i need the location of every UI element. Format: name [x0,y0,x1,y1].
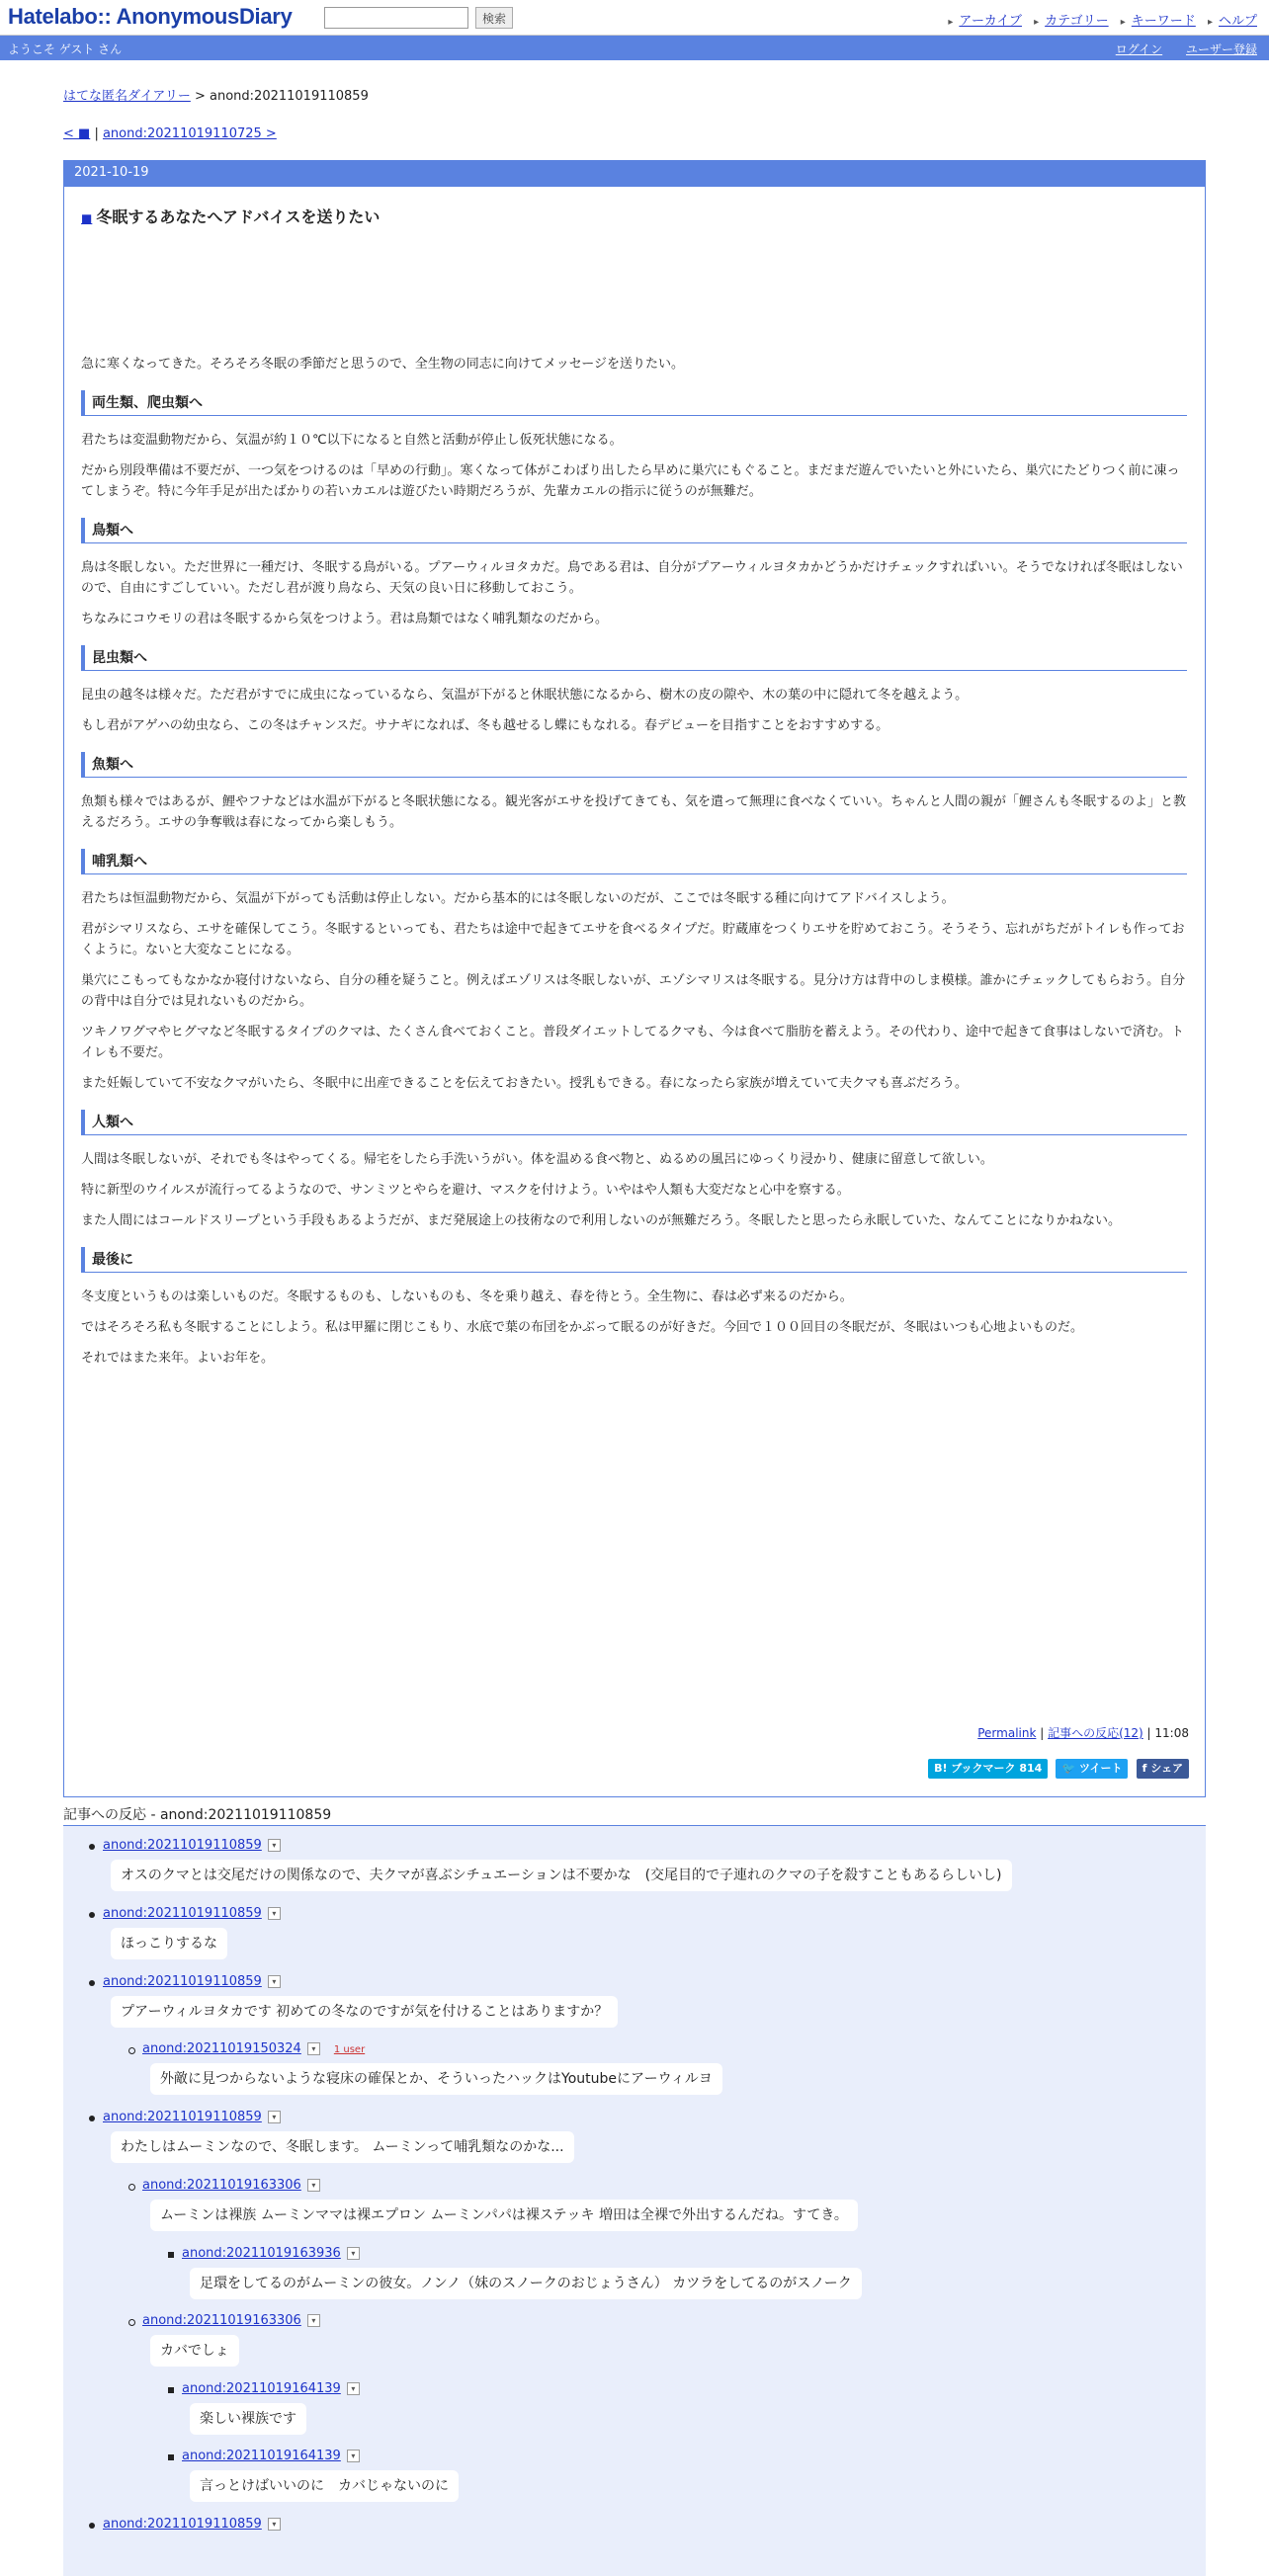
nav-keyword[interactable]: キーワード [1131,14,1196,29]
dropdown-icon[interactable]: ▾ [307,2042,320,2055]
chevron-right-icon: ▸ [948,17,954,28]
pager-separator: | [90,126,103,141]
header [0,0,1269,36]
bullet-icon [128,2047,135,2054]
share-buttons [924,1759,1189,1779]
reaction-comment: 楽しい裸族です [190,2403,306,2435]
dropdown-icon[interactable]: ▾ [307,2179,320,2192]
reaction-comment: プアーウィルヨタカです 初めての冬なのですが気を付けることはありますか？ [111,1996,618,2028]
entry-time: | 11:08 [1142,1726,1189,1740]
reaction-comment: 外敵に見つからないような寝床の確保とか、そういったハックはYoutubeにアーウィルヨ [150,2063,722,2095]
entry-title [81,205,1187,227]
section-paragraph: 君たちは恒温動物だから、気温が下がっても活動は停止しない。だから基本的には冬眠しないのだが、ここでは冬眠する種に向けてアドバイスしよう。 [81,891,955,906]
section-paragraph: もし君がアゲハの幼虫なら、この冬はチャンスだ。サナギになれば、冬も越せるし蝶にもなれる。春デビューを目指すことをおすすめする。 [81,718,889,733]
search-input[interactable] [324,7,468,29]
footer-separator: | [1036,1726,1049,1740]
entry-section [81,849,1187,1094]
reaction-item [89,1974,281,1989]
site-logo[interactable]: Hatelabo:: AnonymousDiary [8,4,293,29]
reaction-id-link[interactable]: anond:20211019164139 [182,2381,341,2396]
bullet-icon [168,2387,174,2393]
section-heading: 人類へ [81,1110,1187,1135]
bullet-icon [89,2523,95,2529]
dropdown-icon[interactable]: ▾ [268,1907,281,1920]
twitter-icon: 🐦 [1061,1762,1079,1775]
next-link[interactable]: anond:20211019110725 > [102,126,277,141]
reaction-id-link[interactable]: anond:20211019163306 [142,2178,301,2193]
reaction-id-link[interactable]: anond:20211019110859 [103,2110,262,2124]
section-paragraph: ではそろそろ私も冬眠することにしよう。私は甲羅に閉じこもり、水底で葉の布団をかぶって眠るのが好きだ。今回で１００回目の冬眠だが、冬眠はいつも心地よいものだ。 [81,1320,1084,1335]
section-paragraph: 昆虫の越冬は様々だ。ただ君がすでに成虫になっているなら、気温が下がると休眠状態になるから、樹木の皮の隙や、木の葉の中に隠れて冬を越えよう。 [81,688,969,703]
section-paragraph: 人間は冬眠しないが、それでも冬はやってくる。帰宅をしたら手洗いうがい。体を温める食べ物と、ぬるめの風呂にゆっくり浸かり、健康に留意して欲しい。 [81,1152,993,1167]
nav-help[interactable]: ヘルプ [1218,14,1257,29]
bullet-icon [128,2319,135,2326]
breadcrumb-separator: > [190,89,211,104]
tweet-label: ツイート [1079,1762,1123,1775]
section-paragraph: 君たちは変温動物だから、気温が約１０℃以下になると自然と活動が停止し仮死状態になる。 [81,433,623,448]
section-paragraph: 鳥は冬眠しない。ただ世界に一種だけ、冬眠する鳥がいる。プアーウィルヨタカだ。鳥である君は、自分がプアーウィルヨタカかどうかだけチェックすればいい。そうでなければ冬眠はしないので、自由にすごしていい。ただし君が渡り鳥なら、天気の良い日に移動しておこう。 [81,560,1183,596]
dropdown-icon[interactable]: ▾ [268,2518,281,2531]
section-heading: 最後に [81,1247,1187,1273]
entry-section [81,1110,1187,1231]
bullet-icon [89,1844,95,1850]
breadcrumb-home[interactable]: はてな匿名ダイアリー [63,89,191,104]
bookmark-user-count[interactable]: 1 user [333,2044,366,2055]
reaction-comment: わたしはムーミンなので、冬眠します。 ムーミンって哺乳類なのかな... [111,2131,574,2163]
prev-link[interactable]: < ■ [63,126,91,141]
reaction-comment: 言っとけばいいのに カバじゃないのに [190,2470,459,2502]
reaction-item [168,2449,360,2463]
entry-lead: 急に寒くなってきた。そろそろ冬眠の季節だと思うので、全生物の同志に向けてメッセージを送りたい。 [81,357,684,372]
section-heading: 魚類へ [81,752,1187,778]
reaction-comment: カバでしょ [150,2335,239,2367]
entry-sections [81,390,1187,1369]
facebook-label: シェア [1150,1762,1183,1775]
entry-section [81,390,1187,502]
entry-section [81,645,1187,736]
entry-footer [977,1724,1189,1741]
bullet-icon [89,1980,95,1986]
reaction-item [128,2313,320,2328]
reaction-item [168,2246,360,2261]
pager [63,126,277,141]
dropdown-icon[interactable]: ▾ [268,1839,281,1852]
reactions-tree [63,1825,1206,2576]
reaction-id-link[interactable]: anond:20211019110859 [103,1838,262,1853]
reaction-item [89,1906,281,1921]
reaction-id-link[interactable]: anond:20211019163936 [182,2246,341,2261]
bullet-icon [128,2184,135,2191]
dropdown-icon[interactable]: ▾ [307,2314,320,2327]
entry-section [81,518,1187,629]
section-heading: 哺乳類へ [81,849,1187,874]
section-paragraph: 巣穴にこもってもなかなか寝付けないなら、自分の種を疑うこと。例えばエゾリスは冬眠しないが、エゾシマリスは冬眠する。見分け方は背中のしま模様。誰かにチェックしてもらおう。自分の背中は自分では見れないものだから。 [81,973,1186,1009]
tweet-button[interactable] [1056,1759,1128,1779]
search-button[interactable]: 検索 [475,7,513,29]
welcome-text: ようこそ ゲスト さん [8,42,123,56]
reaction-id-link[interactable]: anond:20211019164139 [182,2449,341,2463]
reaction-comment: ムーミンは裸族 ムーミンママは裸エプロン ムーミンパパは裸ステッキ 増田は全裸で外出するんだね。すてき。 [150,2200,858,2231]
reaction-id-link[interactable]: anond:20211019150324 [142,2041,301,2056]
section-paragraph: また妊娠していて不安なクマがいたら、冬眠中に出産できることを伝えておきたい。授乳もできる。春になったら家族が増えていて夫クマも喜ぶだろう。 [81,1076,969,1091]
chevron-right-icon: ▸ [1207,17,1213,28]
reaction-item [128,2178,320,2193]
bullet-icon [168,2454,174,2460]
bullet-icon [89,1912,95,1918]
entry-permalink-marker[interactable]: ■ [81,211,93,225]
section-heading: 両生類、爬虫類へ [81,390,1187,416]
user-bar [0,36,1269,60]
permalink-link[interactable]: Permalink [977,1726,1037,1740]
section-paragraph: 特に新型のウイルスが流行ってるようなので、サンミツとやらを避け、マスクを付けよう。いやはや人類も大変だなと心中を察する。 [81,1183,850,1198]
hatena-bookmark-button[interactable]: B! ブックマーク 814 [928,1759,1048,1779]
breadcrumb [63,85,369,104]
reaction-id-link[interactable]: anond:20211019110859 [103,1906,262,1921]
register-link[interactable]: ユーザー登録 [1185,42,1257,56]
reaction-comment: オスのクマとは交尾だけの関係なので、夫クマが喜ぶシチュエーションは不要かな (交尾目的で子連れのクマの子を殺すこともあるらしいし) [111,1860,1012,1891]
reaction-item [89,1838,281,1853]
chevron-right-icon: ▸ [1034,17,1040,28]
section-paragraph: また人間にはコールドスリープという手段もあるようだが、まだ発展途上の技術なので利用しないのが無難だろう。冬眠したと思ったら永眠していた、なんてことになりかねない。 [81,1213,1121,1228]
dropdown-icon[interactable]: ▾ [268,2111,281,2123]
dropdown-icon[interactable]: ▾ [347,2382,360,2395]
entry-title-text: 冬眠するあなたへアドバイスを送りたい [96,208,381,226]
section-paragraph: 冬支度というものは楽しいものだ。冬眠するものも、しないものも、冬を乗り越え、春を待とう。全生物に、春は必ず来るのだから。 [81,1289,853,1304]
day-section [63,160,1206,1797]
reaction-comment: 足環をしてるのがムーミンの彼女。ノンノ（妹のスノークのおじょうさん） カツラをしてるのがスノーク [190,2268,862,2299]
reaction-item [128,2041,365,2056]
reaction-item [89,2110,281,2124]
dropdown-icon[interactable]: ▾ [347,2450,360,2462]
facebook-icon: f [1142,1762,1151,1775]
reaction-id-link[interactable]: anond:20211019110859 [103,1974,262,1989]
reaction-id-link[interactable]: anond:20211019110859 [103,2517,262,2532]
facebook-share-button[interactable] [1137,1759,1189,1779]
bullet-icon [168,2252,174,2258]
bullet-icon [89,2116,95,2121]
reaction-item [89,2517,281,2532]
entry-body [64,187,1205,1369]
reaction-comment: ほっこりするな [111,1928,227,1959]
reaction-id-link[interactable]: anond:20211019163306 [142,2313,301,2328]
section-paragraph: 君がシマリスなら、エサを確保してこう。冬眠するといっても、君たちは途中で起きてエサを食べるタイプだ。貯蔵庫をつくりエサを貯めておこう。そうそう、忘れがちだがトイレも作っておくように。ないと大変なことになる。 [81,922,1185,957]
entry-section [81,752,1187,833]
dropdown-icon[interactable]: ▾ [347,2247,360,2260]
section-paragraph: 魚類も様々ではあるが、鯉やフナなどは水温が下がると冬眠状態になる。観光客がエサを投げてきても、気を遣って無理に食べなくていい。ちゃんと人間の親が「鯉さんも冬眠するのよ」と教えるだろう。エサの争奪戦は春になってから楽しもう。 [81,794,1187,830]
nav-archive[interactable]: アーカイブ [959,14,1022,29]
dropdown-icon[interactable]: ▾ [268,1975,281,1988]
reaction-item [168,2381,360,2396]
top-nav [940,10,1257,29]
section-paragraph: だから別段準備は不要だが、一つ気をつけるのは「早めの行動」。寒くなって体がこわばり出したら早めに巣穴にもぐること。まだまだ遊んでいたいと外にいたら、巣穴にたどりつく前に凍ってしまうぞ。特に今年手足が出たばかりの若いカエルは遊びたい時期だろうが、先輩カエルの指示に従うのが無難だ。 [81,463,1180,499]
reactions-heading: 記事への反応 - anond:20211019110859 [63,1807,332,1823]
login-link[interactable]: ログイン [1115,42,1163,56]
nav-category[interactable]: カテゴリー [1045,14,1109,29]
day-date: 2021-10-19 [64,161,1205,187]
chevron-right-icon: ▸ [1120,17,1126,28]
section-heading: 鳥類へ [81,518,1187,543]
section-paragraph: それではまた来年。よいお年を。 [81,1351,275,1366]
section-paragraph: ちなみにコウモリの君は冬眠するから気をつけよう。君は鳥類ではなく哺乳類なのだから。 [81,612,609,626]
entry-section [81,1247,1187,1369]
breadcrumb-current: anond:20211019110859 [210,89,369,104]
reactions-link[interactable]: 記事への反応(12) [1048,1726,1143,1740]
section-heading: 昆虫類へ [81,645,1187,671]
section-paragraph: ツキノワグマやヒグマなど冬眠するタイプのクマは、たくさん食べておくこと。普段ダイエットしてるクマも、今は食べて脂肪を蓄えよう。その代わり、途中で起きて食事はしないで済む。トイレも不要だ。 [81,1025,1185,1060]
